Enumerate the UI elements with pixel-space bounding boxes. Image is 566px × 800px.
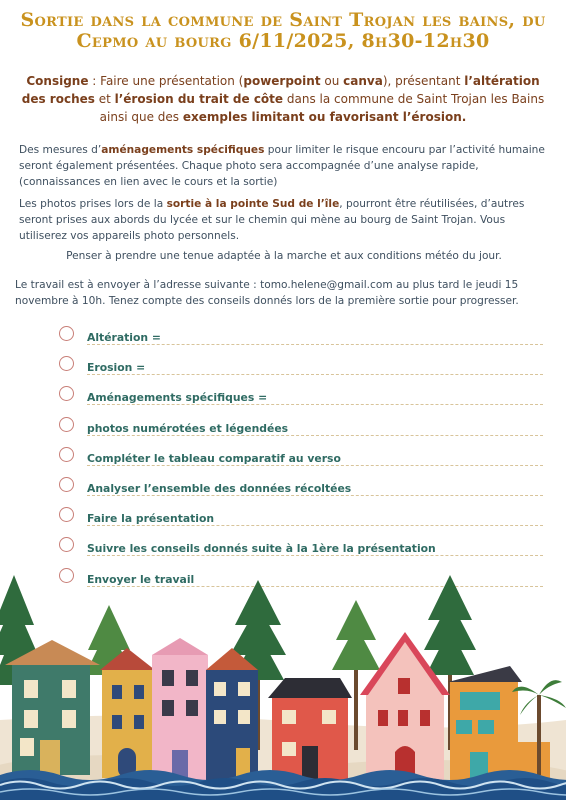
dotted-line	[87, 374, 543, 375]
amenagements-paragraph	[19, 142, 549, 190]
checkbox-circle[interactable]	[59, 386, 74, 401]
checklist-item	[57, 384, 543, 414]
sortie-term: sortie à la pointe Sud de l’île	[166, 198, 340, 210]
house-pink	[152, 638, 208, 780]
checkbox-circle[interactable]	[59, 447, 74, 462]
dotted-line	[87, 404, 543, 405]
house-green	[5, 640, 100, 775]
checklist-item	[57, 505, 543, 535]
checklist-label: Analyser l’ensemble des données récoltées	[87, 481, 352, 495]
consigne-text: ou	[320, 74, 344, 88]
erosion-term: l’érosion du trait de côte	[114, 92, 284, 106]
house-yellow	[100, 648, 155, 778]
checkbox-circle[interactable]	[59, 356, 74, 371]
checklist-label: Envoyer le travail	[87, 572, 195, 586]
checklist-label: Altération =	[87, 331, 161, 344]
village-illustration	[0, 570, 566, 800]
exemples-term: exemples limitant ou favorisant l’érosion.	[182, 110, 467, 124]
envoi-paragraph: Le travail est à envoyer à l’adresse suivante : tomo.helene@gmail.com au plus tard le jeudi 15 novembre à 10h. Tenez compte des conseils donnés lors de la première sortie pour progresser.	[15, 279, 519, 307]
checklist-item	[57, 445, 543, 475]
checkbox-circle[interactable]	[59, 326, 74, 341]
consigne-label: Consigne	[26, 74, 89, 88]
checkbox-circle[interactable]	[59, 507, 74, 522]
dotted-line	[87, 495, 543, 496]
checkbox-circle[interactable]	[59, 477, 74, 492]
checkbox-circle[interactable]	[59, 537, 74, 552]
consigne-paragraph	[20, 72, 546, 126]
checklist-item	[57, 324, 543, 354]
dotted-line	[87, 555, 543, 556]
para-text: Les photos prises lors de la	[19, 198, 167, 210]
checklist-label: Faire la présentation	[87, 512, 215, 526]
checklist-item	[57, 415, 543, 445]
checklist-label: Suivre les conseils donnés suite à la 1ère la présentation	[87, 542, 436, 556]
dotted-line	[87, 525, 543, 526]
checklist-label: photos numérotées et légendées	[87, 421, 289, 435]
checklist-label: Erosion =	[87, 361, 146, 375]
checkbox-circle[interactable]	[59, 417, 74, 432]
consigne-text: : Faire une présentation (	[88, 74, 244, 88]
consigne-text: dans la commune de Saint Trojan les Bains ainsi que des	[99, 92, 545, 124]
photos-paragraph	[19, 196, 549, 244]
consigne-text: et	[94, 92, 115, 106]
para-text: pour limiter le risque encouru par l’activité humaine seront également présentées. Chaque photo sera accompagnée d’une analyse rapide, (connaissances en lien avec le cours et la sortie)	[19, 144, 545, 188]
checklist-label: Aménagements spécifiques =	[87, 391, 268, 405]
checklist-item	[57, 535, 543, 565]
dotted-line	[87, 435, 543, 436]
checklist-item	[57, 354, 543, 384]
checklist-label: Compléter le tableau comparatif au verso	[87, 451, 341, 465]
checklist	[57, 324, 543, 596]
consigne-text: ), présentant	[382, 74, 465, 88]
checklist-item	[57, 475, 543, 505]
powerpoint-term: powerpoint	[243, 74, 321, 88]
tenue-paragraph: Penser à prendre une tenue adaptée à la marche et aux conditions météo du jour.	[66, 250, 502, 262]
page-title: Sortie dans la commune de Saint Trojan les bains, du Cepmo au bourg 6/11/2025, 8h30-12h30	[20, 9, 546, 52]
alteration-term: l’altération des roches	[21, 74, 540, 106]
house-navy	[206, 648, 258, 780]
dotted-line	[87, 465, 543, 466]
para-text: , pourront être réutilisées, d’autres seront prises aux abords du lycée et sur le chemin qui mène au bourg de Saint Trojan. Vous utiliserez vos appareils photo personnels.	[19, 198, 525, 242]
canva-term: canva	[343, 74, 383, 88]
house-red	[268, 678, 352, 780]
amenagements-term: aménagements spécifiques	[101, 144, 265, 156]
para-text: Des mesures d’	[19, 144, 102, 156]
dotted-line	[87, 344, 543, 345]
